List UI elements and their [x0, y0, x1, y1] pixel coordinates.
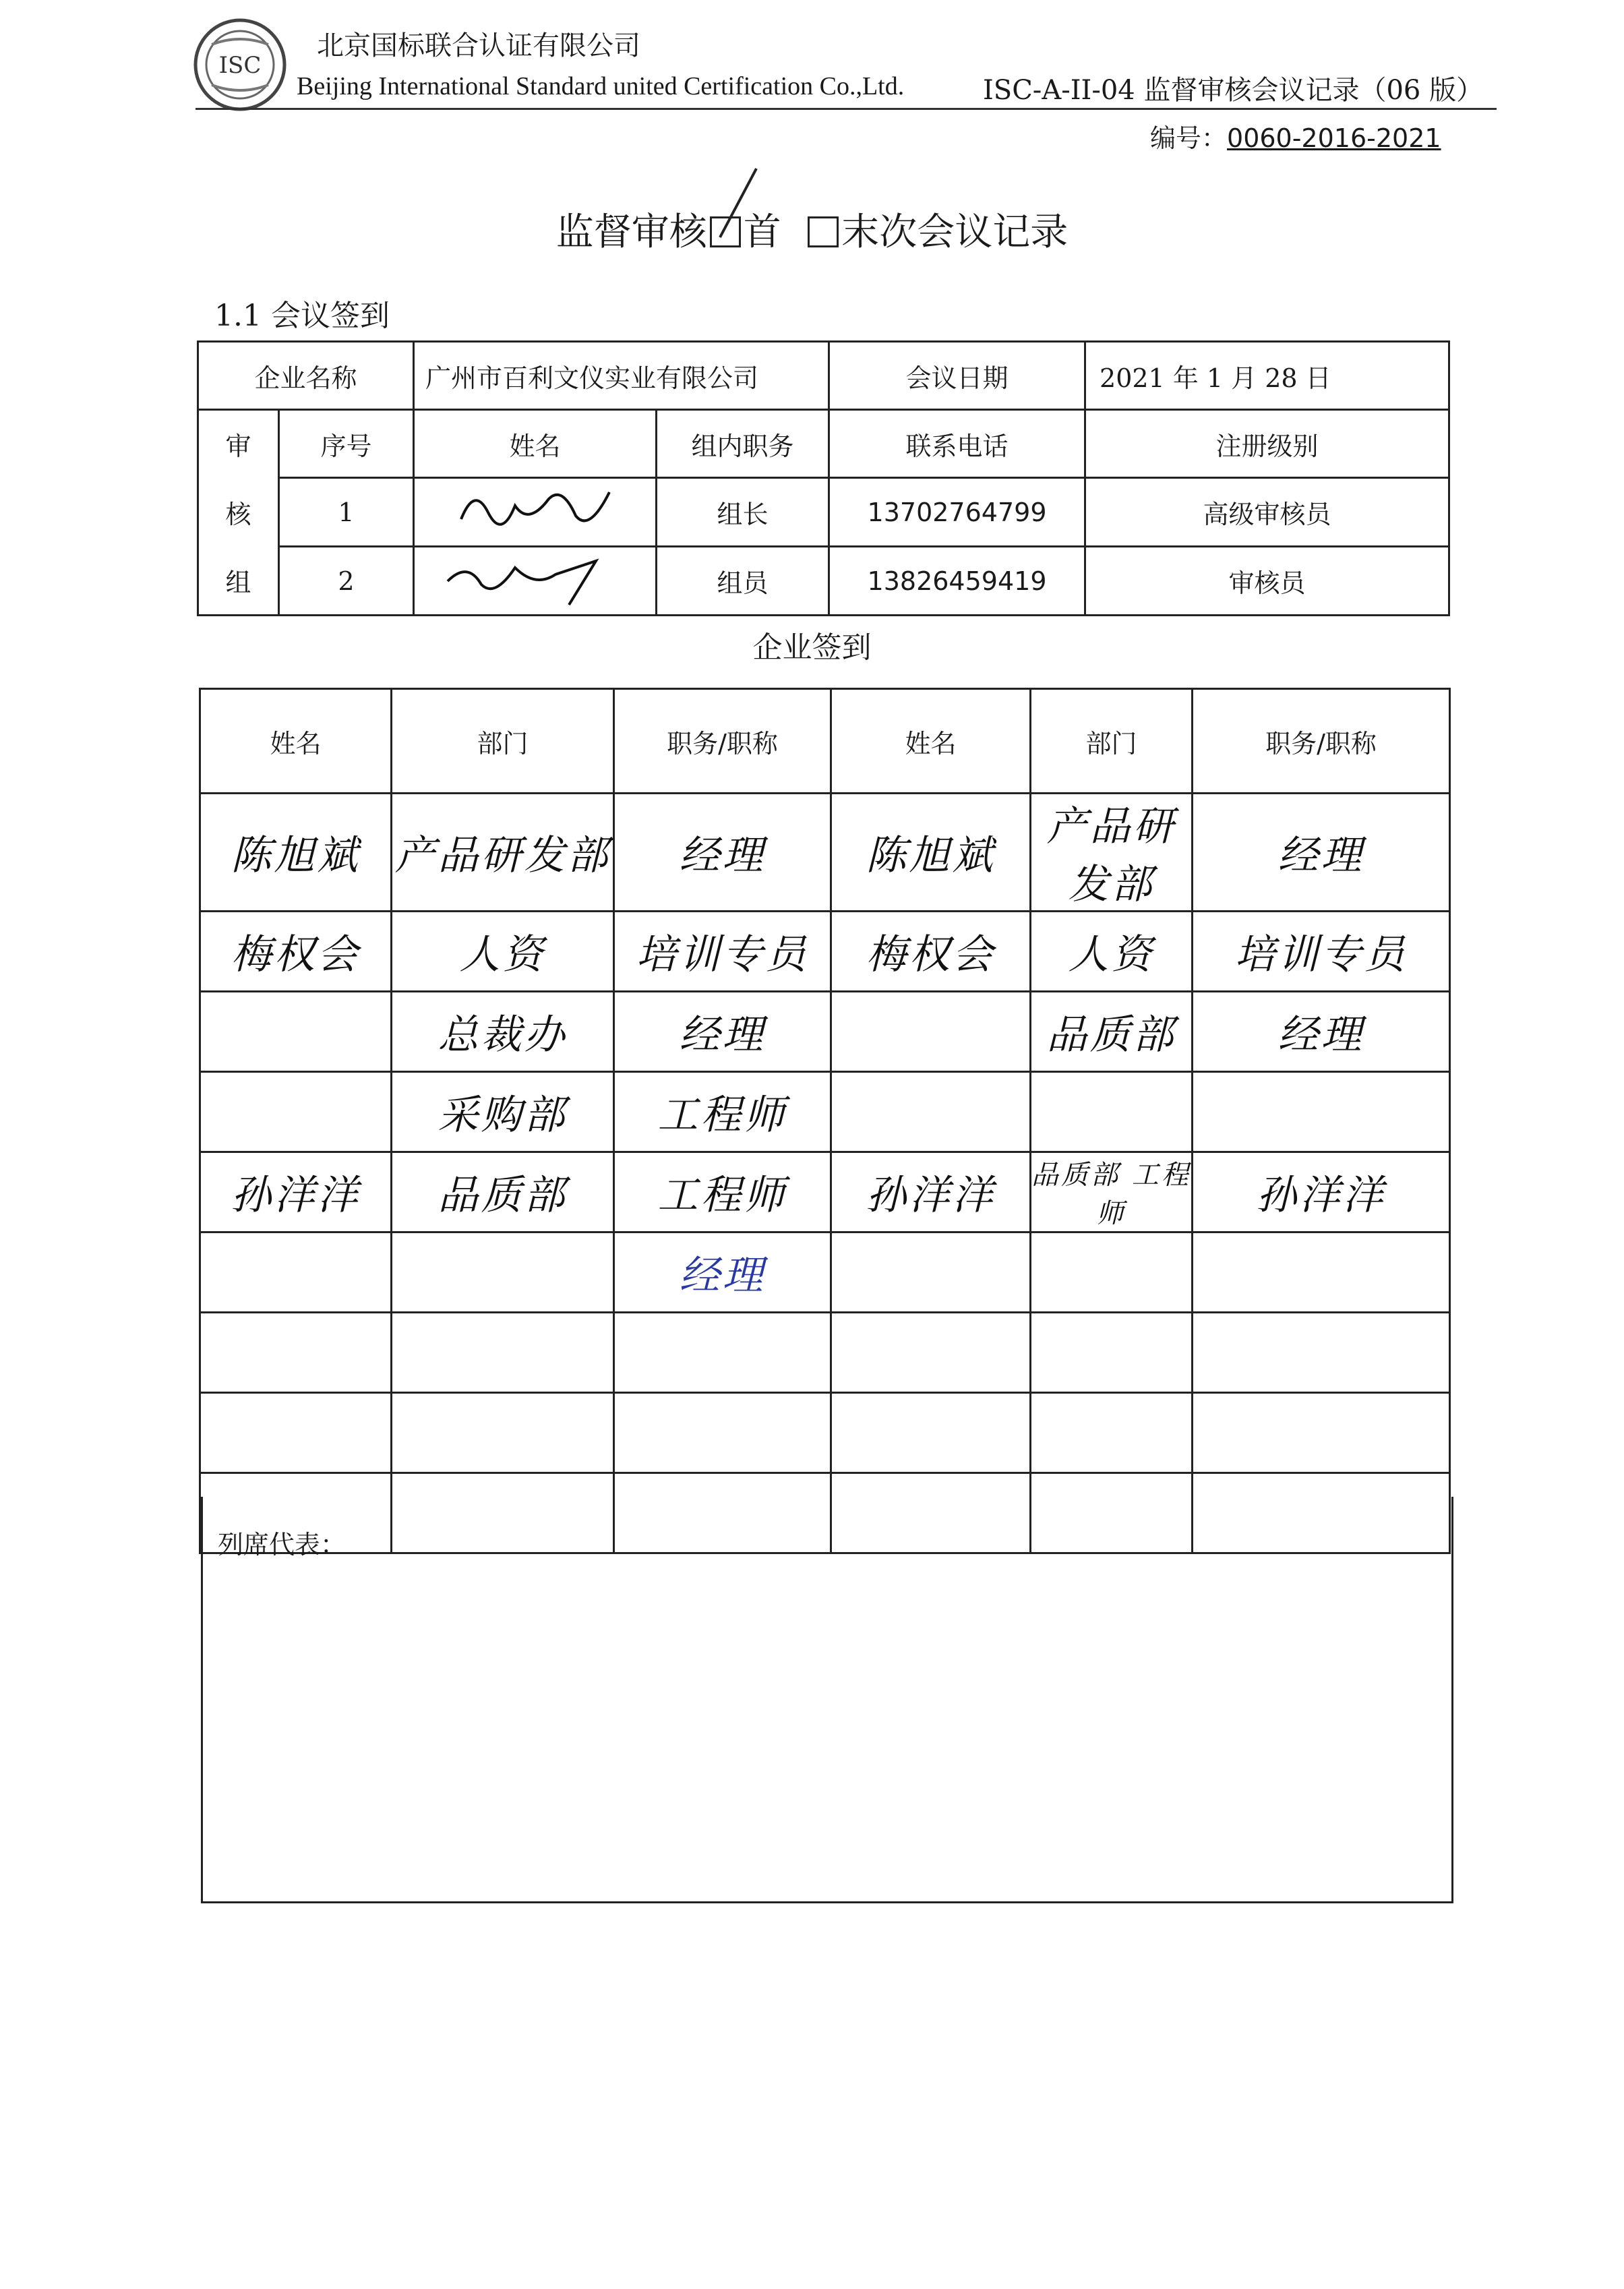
auditor-phone: 13826459419 [829, 547, 1085, 616]
checkmark-icon [715, 165, 762, 245]
auditor-no: 2 [279, 547, 414, 616]
enterprise-signin-heading: 企业签到 [752, 630, 872, 665]
col-header-phone: 联系电话 [829, 410, 1085, 478]
group-label-char: 组 [198, 547, 279, 616]
signin-handwritten-cell [1031, 1072, 1193, 1152]
signin-handwritten-cell: 经理 [1193, 992, 1450, 1072]
serial-label: 编号： [1150, 123, 1228, 153]
col-header-level: 注册级别 [1085, 410, 1449, 478]
auditor-role: 组员 [657, 547, 829, 616]
signin-row [200, 1313, 1450, 1393]
signin-handwritten-cell: 工程师 [614, 1152, 831, 1232]
signin-col-header: 职务/职称 [614, 689, 831, 794]
auditor-no: 1 [279, 478, 414, 547]
signin-handwritten-cell [392, 1393, 614, 1473]
signin-handwritten-cell [1193, 1393, 1450, 1473]
signin-handwritten-cell: 人资 [392, 912, 614, 992]
signin-handwritten-cell [200, 1313, 392, 1393]
signin-handwritten-cell [1193, 1072, 1450, 1152]
signin-handwritten-cell [200, 1393, 392, 1473]
company-name-en: Beijing International Standard united Certification Co.,Ltd. [297, 72, 905, 100]
signature-image [434, 479, 636, 539]
signin-handwritten-cell [831, 1393, 1031, 1473]
last-meeting-label: 末次会议记录 [841, 210, 1069, 254]
group-label-char: 核 [198, 478, 279, 547]
serial-number [1150, 117, 1441, 154]
audit-header-row [198, 410, 1449, 478]
signin-handwritten-cell: 梅权会 [200, 912, 392, 992]
enterprise-name-label: 企业名称 [198, 342, 414, 410]
audit-group-table [197, 340, 1450, 616]
signin-handwritten-cell: 采购部 [392, 1072, 614, 1152]
auditor-row [198, 547, 1449, 616]
enterprise-signin-table [199, 688, 1451, 1554]
auditor-level: 审核员 [1085, 547, 1449, 616]
signin-handwritten-cell: 孙洋洋 [831, 1152, 1031, 1232]
signin-handwritten-cell: 总裁办 [392, 992, 614, 1072]
col-header-role: 组内职务 [657, 410, 829, 478]
auditor-phone: 13702764799 [829, 478, 1085, 547]
signin-handwritten-cell: 产品研发部 [392, 794, 614, 912]
auditor-signature [414, 547, 657, 616]
signin-handwritten-cell: 陈旭斌 [200, 794, 392, 912]
section-title: 1.1 会议签到 [214, 299, 390, 333]
signin-handwritten-cell [614, 1393, 831, 1473]
signin-row [200, 794, 1450, 912]
signin-handwritten-cell [831, 1313, 1031, 1393]
signin-handwritten-cell [200, 992, 392, 1072]
signin-handwritten-cell [831, 992, 1031, 1072]
serial-value: 0060-2016-2021 [1227, 123, 1441, 153]
signin-handwritten-cell: 经理 [614, 794, 831, 912]
enterprise-info-row [198, 342, 1449, 410]
first-meeting-label: 首 [743, 210, 781, 254]
header-divider [196, 108, 1497, 110]
signin-handwritten-cell: 培训专员 [1193, 912, 1450, 992]
signin-handwritten-cell [200, 1232, 392, 1313]
signin-handwritten-cell: 品质部 [392, 1152, 614, 1232]
enterprise-name: 广州市百利文仪实业有限公司 [414, 342, 829, 410]
auditor-signature [414, 478, 657, 547]
attendees-label: 列席代表： [218, 1530, 347, 1559]
attendees-box [201, 1497, 1453, 1903]
form-code: ISC-A-II-04 监督审核会议记录（06 版） [983, 75, 1484, 106]
auditor-role: 组长 [657, 478, 829, 547]
signin-col-header: 部门 [1031, 689, 1193, 794]
signin-row [200, 1393, 1450, 1473]
signin-header-row [200, 689, 1450, 794]
signin-col-header: 部门 [392, 689, 614, 794]
signin-handwritten-cell: 陈旭斌 [831, 794, 1031, 912]
signin-handwritten-cell: 工程师 [614, 1072, 831, 1152]
isc-logo [193, 18, 287, 112]
signin-handwritten-cell: 经理 [1193, 794, 1450, 912]
signin-handwritten-cell: 培训专员 [614, 912, 831, 992]
signin-handwritten-cell: 品质部 工程师 [1031, 1152, 1193, 1232]
signin-col-header: 姓名 [831, 689, 1031, 794]
col-header-name: 姓名 [414, 410, 657, 478]
last-meeting-checkbox [808, 216, 839, 247]
signin-handwritten-cell: 梅权会 [831, 912, 1031, 992]
signin-handwritten-cell: 品质部 [1031, 992, 1193, 1072]
group-label-char: 审 [198, 410, 279, 478]
signin-handwritten-cell [1031, 1313, 1193, 1393]
meeting-date-label: 会议日期 [829, 342, 1085, 410]
signin-handwritten-cell [831, 1072, 1031, 1152]
signin-handwritten-cell: 经理 [614, 1232, 831, 1313]
signin-handwritten-cell: 产品研发部 [1031, 794, 1193, 912]
signin-row [200, 1232, 1450, 1313]
signin-handwritten-cell: 孙洋洋 [200, 1152, 392, 1232]
signin-handwritten-cell [1193, 1232, 1450, 1313]
signin-col-header: 姓名 [200, 689, 392, 794]
signin-handwritten-cell [1031, 1232, 1193, 1313]
signin-row [200, 992, 1450, 1072]
signin-handwritten-cell [831, 1232, 1031, 1313]
signin-handwritten-cell: 孙洋洋 [1193, 1152, 1450, 1232]
meeting-date: 2021 年 1 月 28 日 [1085, 342, 1449, 410]
signin-handwritten-cell: 人资 [1031, 912, 1193, 992]
signin-handwritten-cell [200, 1072, 392, 1152]
signin-handwritten-cell [392, 1232, 614, 1313]
svg-text:ISC: ISC [218, 52, 262, 79]
signin-handwritten-cell: 经理 [614, 992, 831, 1072]
signin-row [200, 1072, 1450, 1152]
signin-handwritten-cell [1031, 1393, 1193, 1473]
signin-row [200, 1152, 1450, 1232]
signin-col-header: 职务/职称 [1193, 689, 1450, 794]
document-title [0, 202, 1624, 256]
col-header-no: 序号 [279, 410, 414, 478]
signature-image [434, 547, 636, 608]
auditor-row [198, 478, 1449, 547]
signin-handwritten-cell [614, 1313, 831, 1393]
auditor-level: 高级审核员 [1085, 478, 1449, 547]
signin-handwritten-cell [1193, 1313, 1450, 1393]
signin-row [200, 912, 1450, 992]
company-name-cn: 北京国标联合认证有限公司 [317, 30, 640, 61]
title-prefix: 监督审核 [555, 210, 707, 254]
signin-handwritten-cell [392, 1313, 614, 1393]
